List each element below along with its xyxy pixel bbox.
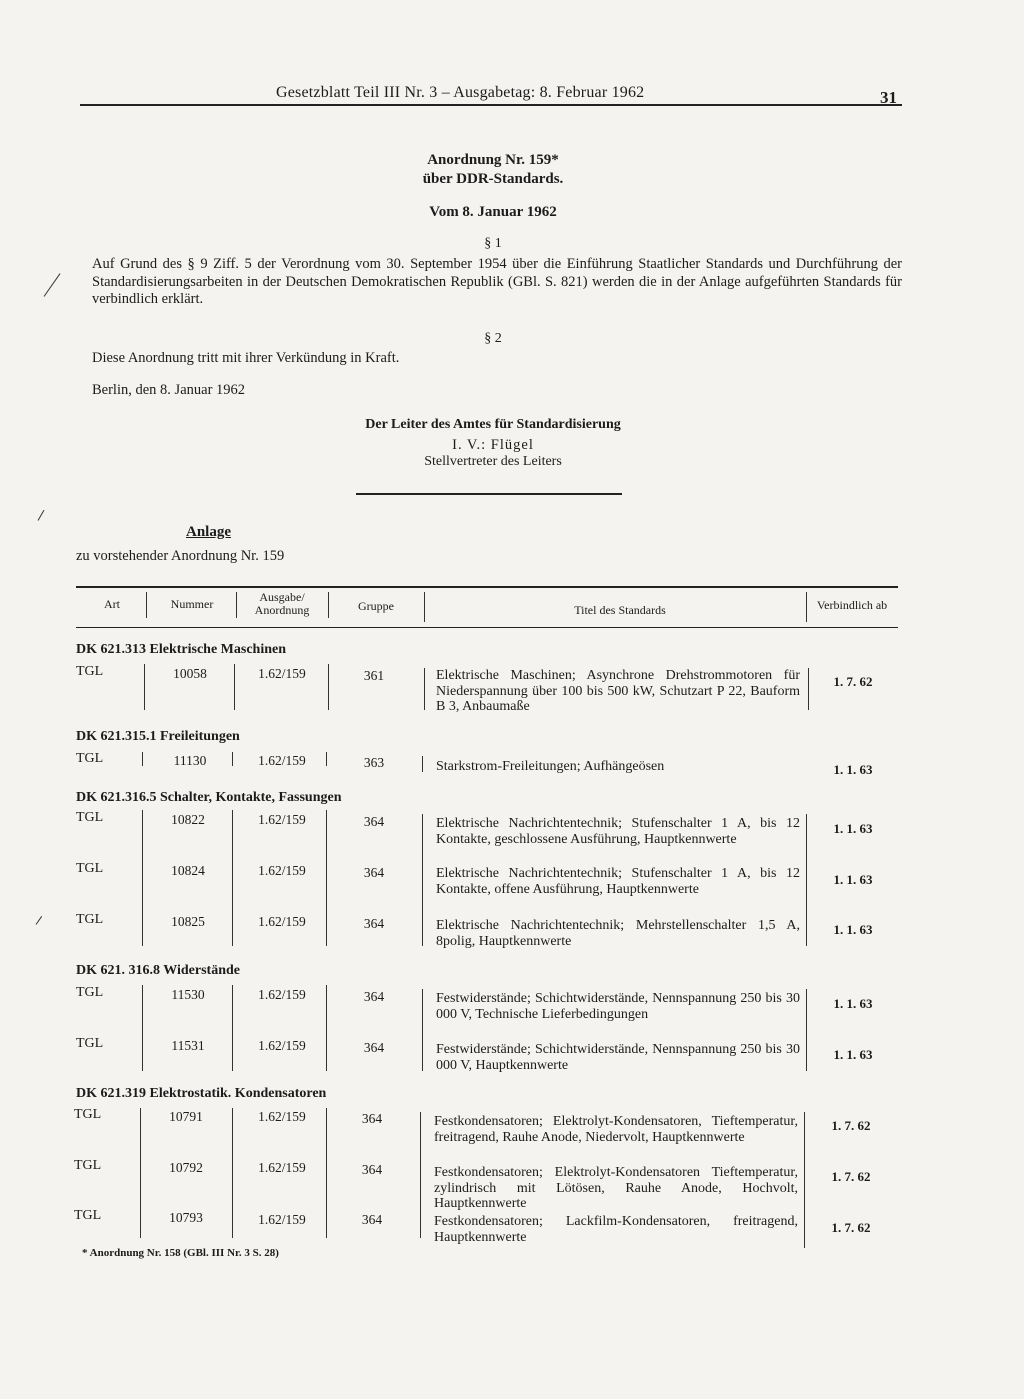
cell-nummer: 10822 <box>171 812 205 827</box>
cell-titel: Festkondensatoren; Elektrolyt-Kondensatoren Tieftemperatur, zylindrisch mit Lötösen, Rauhe Anode, Hochvolt, Hauptkennwerte <box>434 1165 798 1211</box>
ordinance-title <box>300 151 686 189</box>
cell-ausgabe: 1.62/159 <box>258 753 306 768</box>
cell-nummer: 11130 <box>173 753 207 768</box>
cell-art: TGL <box>74 1107 102 1122</box>
column-header-titel: Titel des Standards <box>574 603 666 617</box>
ordinance-date: Vom 8. Januar 1962 <box>429 204 557 220</box>
column-separator <box>144 664 145 710</box>
column-separator <box>232 985 233 1071</box>
cell-nummer: 10793 <box>169 1210 203 1225</box>
column-separator <box>328 592 329 618</box>
column-header-ausgabe: Ausgabe/ Anordnung <box>254 590 310 617</box>
column-separator <box>806 814 807 946</box>
cell-titel: Festwiderstände; Schichtwiderstände, Nennspannung 250 bis 30 000 V, Technische Lieferbedingungen <box>436 991 800 1022</box>
cell-ausgabe: 1.62/159 <box>258 863 306 878</box>
cell-gruppe: 364 <box>361 1212 383 1227</box>
column-header-nummer: Nummer <box>170 597 214 611</box>
cell-nummer: 10791 <box>169 1109 203 1124</box>
column-separator <box>232 810 233 946</box>
table-top-rule <box>76 586 898 588</box>
cell-ausgabe: 1.62/159 <box>258 1109 306 1124</box>
column-separator <box>142 985 143 1071</box>
cell-ausgabe: 1.62/159 <box>258 914 306 929</box>
column-separator <box>422 756 423 772</box>
paragraph-1-text: Auf Grund des § 9 Ziff. 5 der Verordnung vom 30. September 1954 über die Einführung Staatlicher Standards und Durchführung der Standardisierungsarbeiten in der Deutschen Demokratischen Republik (GBl. S. 821) werden die in der Anlage aufgeführten Standards für verbindlich erklärt. <box>92 256 902 307</box>
cell-ausgabe: 1.62/159 <box>258 1038 306 1053</box>
column-separator <box>422 989 423 1071</box>
signer-name: I. V.: Flügel <box>452 437 534 453</box>
cell-titel: Festkondensatoren; Elektrolyt-Kondensatoren, Tieftemperatur, freitragend, Rauhe Anode, Niedervolt, Hauptkennwerte <box>434 1114 798 1145</box>
column-separator <box>328 664 329 710</box>
cell-titel: Festkondensatoren; Lackfilm-Kondensatoren, freitragend, Hauptkennwerte <box>434 1214 798 1245</box>
cell-gruppe: 361 <box>363 668 385 683</box>
cell-art: TGL <box>76 861 104 876</box>
cell-verbindlich: 1. 1. 63 <box>833 872 873 887</box>
cell-ausgabe: 1.62/159 <box>258 987 306 1002</box>
cell-titel: Elektrische Nachrichtentechnik; Stufenschalter 1 A, bis 12 Kontakte, geschlossene Ausführung, Hauptkennwerte <box>436 816 800 847</box>
cell-nummer: 10824 <box>171 863 205 878</box>
cell-gruppe: 364 <box>363 916 385 931</box>
cell-gruppe: 363 <box>363 755 385 770</box>
cell-verbindlich: 1. 1. 63 <box>833 1047 873 1062</box>
section-heading: DK 621.316.5 Schalter, Kontakte, Fassungen <box>76 790 342 805</box>
place-date: Berlin, den 8. Januar 1962 <box>92 382 246 398</box>
signature-rule <box>356 493 622 495</box>
column-separator <box>808 668 809 710</box>
column-separator <box>140 1108 141 1238</box>
column-separator <box>326 985 327 1071</box>
column-separator <box>326 810 327 946</box>
cell-verbindlich: 1. 7. 62 <box>831 1169 871 1184</box>
paragraph-2-label: § 2 <box>484 331 502 346</box>
column-header-verbindlich: Verbindlich ab <box>816 598 888 612</box>
annex-subtitle: zu vorstehender Anordnung Nr. 159 <box>76 548 285 564</box>
ordinance-title-line2: über DDR-Standards. <box>422 171 564 187</box>
cell-ausgabe: 1.62/159 <box>258 1212 306 1227</box>
cell-nummer: 10825 <box>171 914 205 929</box>
cell-ausgabe: 1.62/159 <box>258 1160 306 1175</box>
cell-titel: Starkstrom-Freileitungen; Aufhängeösen <box>436 759 665 774</box>
cell-titel: Festwiderstände; Schichtwiderstände, Nennspannung 250 bis 30 000 V, Hauptkennwerte <box>436 1042 800 1073</box>
column-separator <box>236 592 237 618</box>
cell-nummer: 10792 <box>169 1160 203 1175</box>
margin-mark <box>38 510 45 521</box>
footnote: * Anordnung Nr. 158 (GBl. III Nr. 3 S. 28) <box>82 1247 279 1259</box>
column-separator <box>142 810 143 946</box>
column-header-art: Art <box>104 597 120 611</box>
cell-art: TGL <box>76 985 104 1000</box>
cell-gruppe: 364 <box>363 989 385 1004</box>
paragraph-1-label: § 1 <box>484 236 502 251</box>
column-separator <box>806 592 807 622</box>
cell-art: TGL <box>74 1158 102 1173</box>
section-heading: DK 621. 316.8 Widerstände <box>76 963 240 978</box>
cell-nummer: 11530 <box>171 987 205 1002</box>
header-rule <box>80 104 902 106</box>
cell-art: TGL <box>74 1208 102 1223</box>
paragraph-2-text: Diese Anordnung tritt mit ihrer Verkündung in Kraft. <box>92 350 400 366</box>
margin-mark <box>36 916 43 925</box>
column-separator <box>234 664 235 710</box>
column-separator <box>142 752 143 766</box>
cell-verbindlich: 1. 1. 63 <box>833 762 873 777</box>
annex-title: Anlage <box>186 524 231 540</box>
section-heading: DK 621.313 Elektrische Maschinen <box>76 642 286 657</box>
cell-gruppe: 364 <box>363 1040 385 1055</box>
cell-verbindlich: 1. 1. 63 <box>833 922 873 937</box>
table-header-rule <box>76 627 898 628</box>
signer-organization: Der Leiter des Amtes für Standardisierung <box>365 417 621 432</box>
column-separator <box>420 1112 421 1238</box>
cell-art: TGL <box>76 664 104 679</box>
column-separator <box>146 592 147 618</box>
cell-art: TGL <box>76 751 104 766</box>
column-separator <box>232 752 233 766</box>
column-separator <box>804 1112 805 1248</box>
cell-art: TGL <box>76 810 104 825</box>
cell-gruppe: 364 <box>361 1111 383 1126</box>
column-separator <box>232 1108 233 1238</box>
cell-gruppe: 364 <box>361 1162 383 1177</box>
column-separator <box>424 592 425 622</box>
cell-verbindlich: 1. 7. 62 <box>831 1118 871 1133</box>
margin-mark <box>44 273 61 297</box>
cell-art: TGL <box>76 1036 104 1051</box>
cell-verbindlich: 1. 7. 62 <box>833 674 873 689</box>
ordinance-title-line1: Anordnung Nr. 159* <box>427 152 559 168</box>
cell-ausgabe: 1.62/159 <box>258 812 306 827</box>
cell-titel: Elektrische Nachrichtentechnik; Mehrstellenschalter 1,5 A, 8polig, Hauptkennwerte <box>436 918 800 949</box>
cell-verbindlich: 1. 1. 63 <box>833 996 873 1011</box>
cell-gruppe: 364 <box>363 865 385 880</box>
cell-verbindlich: 1. 1. 63 <box>833 821 873 836</box>
cell-nummer: 10058 <box>173 666 207 681</box>
cell-art: TGL <box>76 912 104 927</box>
section-heading: DK 621.315.1 Freileitungen <box>76 729 240 744</box>
column-separator <box>326 752 327 766</box>
cell-verbindlich: 1. 7. 62 <box>831 1220 871 1235</box>
section-heading: DK 621.319 Elektrostatik. Kondensatoren <box>76 1086 327 1101</box>
column-separator <box>806 989 807 1071</box>
column-separator <box>424 668 425 710</box>
cell-titel: Elektrische Maschinen; Asynchrone Drehstrommotoren für Niederspannung über 100 bis 500 kW, Schutzart P 22, Bauform B 3, Anbaumaße <box>436 668 800 714</box>
cell-gruppe: 364 <box>363 814 385 829</box>
column-separator <box>326 1108 327 1238</box>
column-header-gruppe: Gruppe <box>358 599 394 613</box>
page-number: 31 <box>880 88 897 107</box>
cell-nummer: 11531 <box>171 1038 205 1053</box>
cell-titel: Elektrische Nachrichtentechnik; Stufenschalter 1 A, bis 12 Kontakte, offene Ausführung, Hauptkennwerte <box>436 866 800 897</box>
cell-ausgabe: 1.62/159 <box>258 666 306 681</box>
running-head: Gesetzblatt Teil III Nr. 3 – Ausgabetag: 8. Februar 1962 <box>276 84 645 101</box>
signer-role: Stellvertreter des Leiters <box>424 454 562 469</box>
column-separator <box>422 814 423 946</box>
